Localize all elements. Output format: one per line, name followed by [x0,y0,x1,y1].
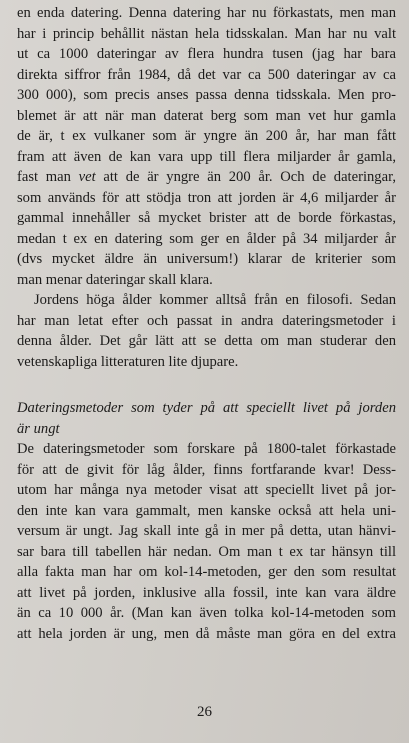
text-line: en enda datering. Denna datering har nu förkastats, men man [17,5,396,21]
text-line: man menar dateringar skall klara. [17,271,213,288]
text-segment: att de är yngre än 200 år. Och de dateringar, [95,169,396,185]
text-line: direkta siffror från 1984, då det var ca 500 dateringar av ca [17,66,396,83]
paragraph-dating-criticism [17,3,396,290]
text-line: den inte kan vara gammalt, men kanske också att hela uni- [17,502,396,519]
text-line: för att de givit för låg ålder, finns fortfarande kvar! Dess- [17,461,396,478]
text-line: Jordens höga ålder kommer alltså från en filosofi. Sedan [34,292,396,308]
text-line: ut ca 1000 dateringar av flera hundra tusen (jag har bara [17,46,396,62]
text-line: de är, t ex vulkaner som är yngre än 200 år, har man fått [17,128,396,144]
text-line: än ca 10 000 år. (Man kan även tolka kol-14-metoden som [17,605,396,621]
text-line: gammal innehåller så mycket brister att de borde förkastas, [17,210,396,226]
section-heading [17,398,396,439]
text-line: har man letat efter och passat in andra dateringsmetoder i [17,312,396,329]
text-line: som används för att stödja tron att jorden är 4,6 miljarder år [17,189,396,206]
text-line: att livet på jorden, inklusive alla fossil, inte kan vara äldre [17,584,396,601]
paragraph-earth-age-philosophy [17,290,396,372]
text-line: fram att även de kan vara upp till flera miljarder år gamla, [17,148,396,165]
paragraph-dating-methods [17,439,396,644]
text-line: blemet är att när man daterat berg som man vet hur gamla [17,107,396,124]
text-line: utom har många nya metoder visat att speciellt livet på jor- [17,482,396,498]
text-line [17,167,396,188]
text-line: denna ålder. Det går lätt att se detta om man studerar den [17,333,396,349]
heading-line: Dateringsmetoder som tyder på att speciellt livet på jorden [17,400,396,416]
text-line: har i princip behållit nästan hela tidsskalan. Man har nu valt [17,25,396,42]
page-text [17,3,396,644]
text-segment: fast man [17,169,79,185]
emphasized-word: vet [78,169,96,185]
heading-line: är ungt [17,420,60,437]
text-line: De dateringsmetoder som forskare på 1800-talet förkastade [17,441,396,457]
text-line: sar bara till tabellen här nedan. Om man t ex tar hänsyn till [17,543,396,560]
text-line: vetenskapliga litteraturen lite djupare. [17,353,239,370]
text-line: 300 000), som precis anses passa denna tidsskala. Men pro- [17,87,396,103]
text-line: att hela jorden är ung, men då måste man göra en del extra [17,625,396,642]
page-number: 26 [197,704,212,720]
text-line: (dvs mycket äldre än universum!) klarar de kriterier som [17,251,396,267]
text-line: alla fakta man har om kol-14-metoden, ger den som resultat [17,564,396,580]
text-line: versum är ungt. Jag skall inte gå in mer på detta, utan hänvi- [17,523,396,539]
text-line: medan t ex en datering som ger en ålder på 34 miljarder år [17,230,396,247]
section-spacer [17,372,396,398]
